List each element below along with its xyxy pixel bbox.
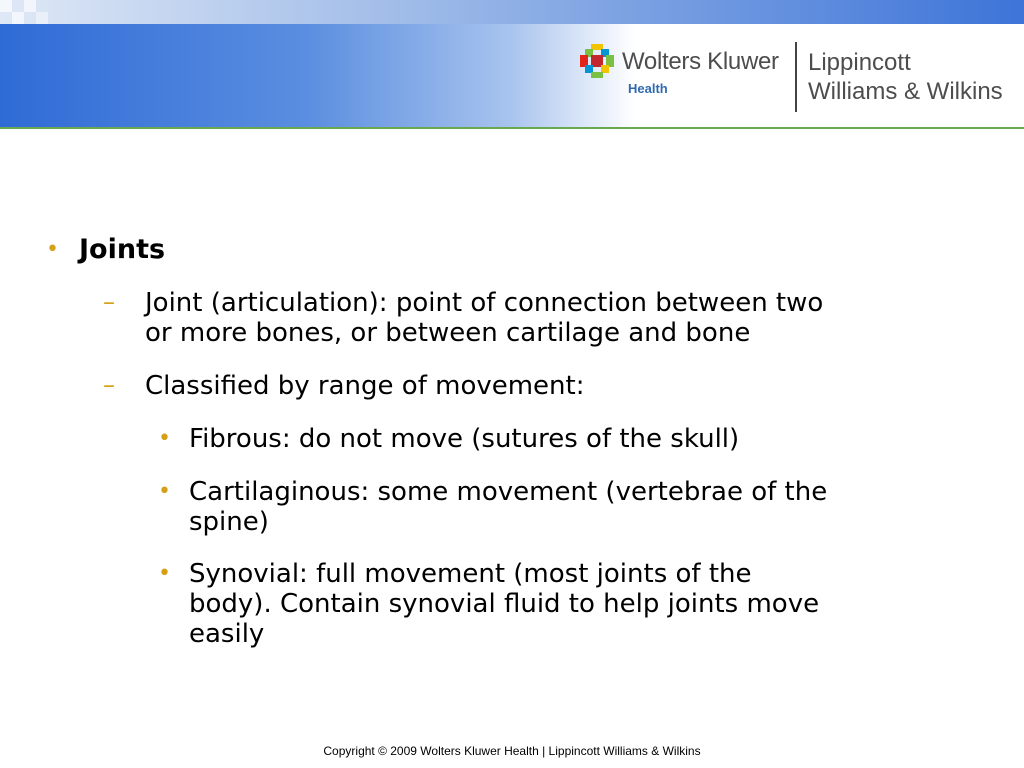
logo-imprint-line1: Lippincott (808, 49, 911, 76)
point-line: Joint (articulation): point of connection between two (145, 288, 824, 318)
logo-imprint-line2: Williams & Wilkins (808, 78, 1003, 105)
subpoint-line: Cartilaginous: some movement (vertebrae of the (189, 477, 828, 507)
dash-icon: – (103, 288, 115, 316)
subpoint-line: easily (189, 619, 265, 649)
subpoint-line: spine) (189, 507, 269, 537)
logo-division: Health (628, 81, 668, 96)
point-line: or more bones, or between cartilage and bone (145, 318, 751, 348)
copyright-footer: Copyright © 2009 Wolters Kluwer Health | Lippincott Williams & Wilkins (323, 744, 701, 758)
slide-title: Joints (79, 234, 166, 265)
point-line: Classified by range of movement: (145, 371, 585, 401)
logo-company-name: Wolters Kluwer (622, 48, 779, 75)
subpoint-line: body). Contain synovial fluid to help joints move (189, 589, 820, 619)
bullet-icon: • (158, 426, 171, 451)
subpoint-line: Fibrous: do not move (sutures of the skull) (189, 424, 740, 454)
dash-icon: – (103, 371, 115, 399)
bullet-icon: • (46, 237, 59, 262)
bullet-icon: • (158, 479, 171, 504)
bullet-icon: • (158, 561, 171, 586)
subpoint-line: Synovial: full movement (most joints of the (189, 559, 752, 589)
